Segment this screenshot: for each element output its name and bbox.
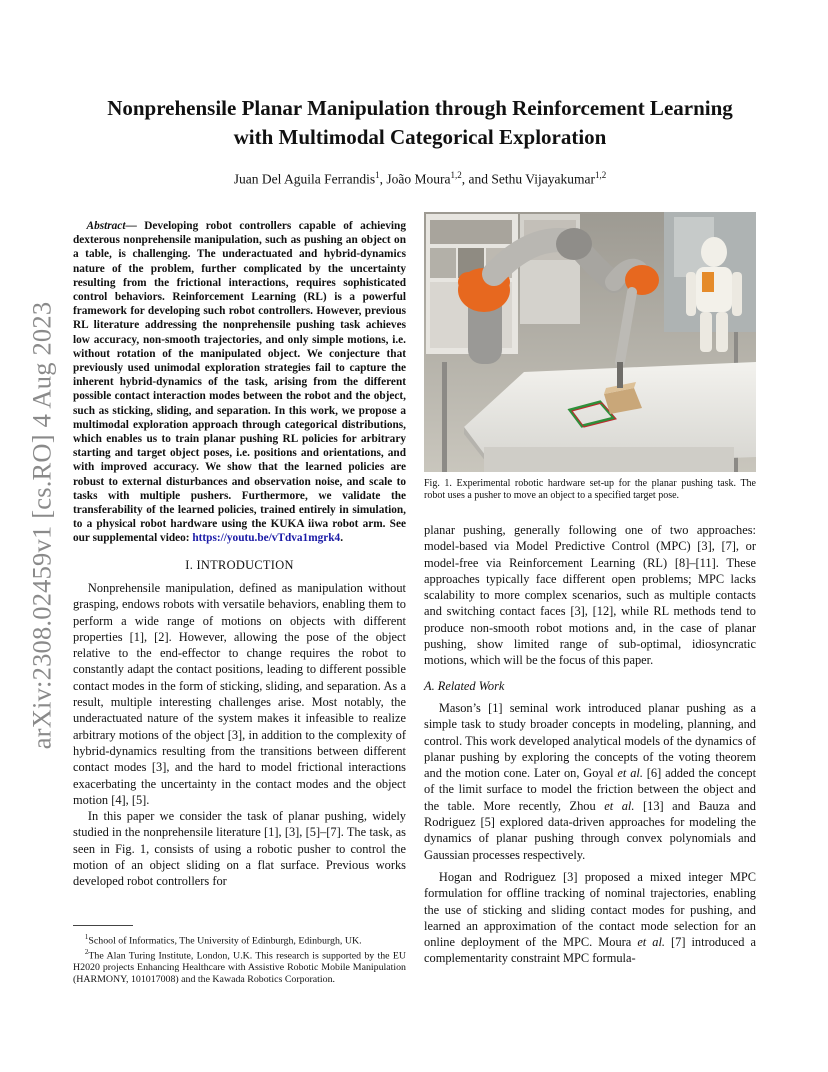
footnote <box>73 932 406 986</box>
related-work-text: Mason’s [1] seminal work introduced planar pushing as a simple task to study broader concepts in modeling, planning, and control. This work developed analytical models of the dynamics of planar pushing by exploring the concepts of the voting theorem and the motion cone. Later on, Goyal <box>424 700 756 781</box>
footnote-marker: 2 <box>84 948 89 957</box>
footnote-line <box>73 932 406 947</box>
title-line-1: Nonprehensile Planar Manipulation through Reinforcement Learning <box>107 96 733 120</box>
abstract-label: Abstract <box>86 220 126 232</box>
et-al: et al. <box>637 935 666 950</box>
footnote-marker: 1 <box>84 933 89 941</box>
title-line-2: with Multimodal Categorical Exploration <box>233 125 607 149</box>
related-work-text: [7] introduced a complementarity constraint MPC formula- <box>424 935 756 966</box>
related-work-paragraph <box>424 700 756 863</box>
footnote-line <box>73 947 406 986</box>
arxiv-identifier-text: arXiv:2308.02459v1 [cs.RO] 4 Aug 2023 <box>26 301 57 749</box>
author-separator: , <box>379 171 387 187</box>
related-work-text: [13] and Bauza and Rodriguez [5] explored data-driven approaches for modeling the dynamics of planar pushing through convex polynomials and Gaussian processes respectively. <box>424 798 757 862</box>
author-list <box>70 170 770 188</box>
robot-lab-photo-icon <box>424 212 756 472</box>
abstract <box>73 219 406 546</box>
author-affiliation: 1,2 <box>594 170 607 180</box>
related-work-text: [6] added the concept of the limit surface to model the friction between the object and the table. More recently, Zhou <box>424 766 757 813</box>
figure-1-photo <box>424 212 756 472</box>
intro-paragraph: In this paper we consider the task of planar pushing, widely studied in the nonprehensile literature [1], [3], [5]–[7]. The task, as seen in Fig. 1, consists of using a robotic pusher to control the motion of an object sliding on a flat surface. Previous works developed robot controllers for <box>73 809 406 889</box>
left-column <box>73 219 406 890</box>
abstract-end: . <box>340 532 344 545</box>
arxiv-identifier <box>17 285 67 765</box>
supplemental-video-link[interactable]: https://youtu.be/vTdva1mgrk4 <box>192 532 341 545</box>
section-heading-introduction: I. INTRODUCTION <box>185 557 294 572</box>
paper-title <box>70 94 770 152</box>
author-affiliation: 1,2 <box>450 170 462 180</box>
subsection-heading-related-work: A. Related Work <box>424 678 505 693</box>
et-al: et al. <box>604 798 635 813</box>
author-affiliation: 1 <box>375 170 380 180</box>
author-name: João Moura <box>386 171 451 187</box>
right-column <box>424 522 756 967</box>
footnote-text: The Alan Turing Institute, London, U.K. This research is supported by the EU H2020 projects Enhancing Healthcare with Assistive Robotic Mobile Manipulation (HARMONY, 101017008) and the Kawada Robotics Corporation. <box>73 950 406 985</box>
author-name: Sethu Vijayakumar <box>491 171 595 187</box>
abstract-text: — Developing robot controllers capable of achieving dexterous nonprehensile manipulation, such as pushing an object on a table, is challenging. The underactuated and hybrid-dynamics nature of the problem, further complicated by the uncertainty resulting from the frictional interactions, requires sophisticated control behaviors. Reinforcement Learning (RL) is a powerful framework for developing such robot controllers. However, previous RL literature addressing the nonprehensile pushing task achieves low accuracy, non-smooth trajectories, and only simple motions, i.e. without rotation of the manipulated object. We conjecture that previously used unimodal exploration strategies fail to capture the inherent hybrid-dynamics of the task, arising from the different possible contact interaction modes between the robot and the object, such as sticking, sliding, and separation. In this work, we propose a multimodal exploration approach through categorical distributions, which enables us to train planar pushing RL policies for arbitrary starting and target object poses, i.e. positions and orientations, and with improved accuracy. We show that the learned policies are robust to external disturbances and observation noise, and scale to tasks with multiple pushers. Furthermore, we validate the transferability of the learned policies, trained entirely in simulation, to a physical robot hardware using the KUKA iiwa robot arm. See our supplemental video: <box>73 220 406 545</box>
footnote-divider <box>73 925 133 926</box>
figure-1-caption: Fig. 1. Experimental robotic hardware set-up for the planar pushing task. The robot uses a pusher to move an object to a specified target pose. <box>424 478 756 502</box>
intro-paragraph: Nonprehensile manipulation, defined as manipulation without grasping, endows robots with versatile behaviors, enabling them to perform a wide range of motions on objects with different properties [1], [2]. However, allowing the pose of the object relative to the end-effector to change requires the robot to constantly adapt the contact positions, leading to different possible contact modes in the form of sticking, sliding, and separation. As a result, multiple interesting challenges arise. Most notably, the underactuated nature of the system makes it infeasible to realize arbitrary motions of the object [3], in addition to the complexity of hybrid-dynamics resulting from the transitions between different contact modes [3], and the hard to model frictional interactions exacerbating the uncertainty in the contact modes and the object motion [4], [5]. <box>73 580 406 807</box>
intro-continuation-paragraph: planar pushing, generally following one of two approaches: model-based via Model Predictive Control (MPC) [3], [7], or model-free via Reinforcement Learning (RL) [8]–[11]. These approaches typically face different open problems; MPC lacks scalability to more complex scenarios, such as multiple contacts and switching contact faces [3], [12], while RL methods tend to produce non-smooth robot motions and, in the case of planar pushing, show limited range of sub-optimal, idiosyncratic motions, which will be the focus of this paper. <box>424 523 756 668</box>
et-al: et al. <box>617 766 643 781</box>
footnote-text: School of Informatics, The University of Edinburgh, Edinburgh, UK. <box>88 935 362 947</box>
author-name: Juan Del Aguila Ferrandis <box>233 171 376 187</box>
author-separator: , and <box>461 171 492 187</box>
related-work-paragraph <box>424 869 756 967</box>
related-work-text: Hogan and Rodriguez [3] proposed a mixed integer MPC formulation for offline tracking of nominal trajectories, enabling the use of sticking and sliding contact modes for pushing, and learned an approximation of the contact mode selection for an online deployment of the MPC. Moura <box>424 869 756 950</box>
